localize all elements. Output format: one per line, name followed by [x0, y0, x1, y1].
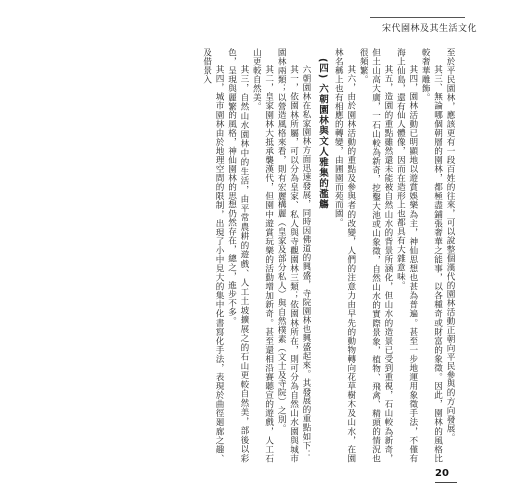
page-number: 20 — [435, 468, 449, 479]
footer-rule — [435, 482, 457, 483]
paragraph: 其五，造園的重點雖然還未能被自然山水的背景所涵化，但山水的造景已受到重視，石山較為新奇，但土山高大廣，一石山較為新奇，挖鑿大池或山象徵，自然山水的實際景象，植物、飛禽、精頭的情況也很頻繁。 — [358, 48, 393, 463]
paragraph: 其四，城市園林由於地理空間的限制，出現了小中見大的集中化書寫化手法，表現於曲徑廻廊之趣、及借景入 — [201, 48, 225, 463]
paragraph: 其二，皇家園林大抵承襲漢代，但園中遊賞玩樂的活動增加新奇。甚至還相沿賽聽宣的遊戲，人工石山更較自然美。 — [251, 48, 274, 463]
paragraph: 其四，園林活動已明顯地以遊賞娛樂為主，神仙思想也甚為普遍。甚至一步地運用象徵手法，不僅有海上仙島，還有仙人體像，因而在造形上也都具有大雜意味。 — [395, 48, 418, 463]
section-heading: (四) 六朝園林與文人雅集的濫觴 — [316, 58, 328, 210]
paragraph: 至於平民園林，應該更有一段百姓的往來，可以說整個漢代的園林活動正朝向平民參與的方向發展。 — [445, 48, 455, 442]
running-header: 宋代園林及其生活文化 — [382, 24, 478, 34]
paragraph: 其三、無論哪個朝層的園林，都極盡鋪張奢華之能事，以各種奇或財富的象徵。因此，園林的風格比較奢華雕飾。 — [420, 48, 443, 463]
vertical-text-body — [100, 48, 456, 463]
paragraph: 六朝園林在私家園林方面迅速發展，同時因佛道的興盛，寺院園林也興盛起來。其發展的重點如下： — [300, 65, 311, 459]
paragraph: 其三，自然山水園林中的生活，由平常農耕的遊戲、人工土坡擴展之的石山更較自然美，部後以彩色，呈現與麗繁的風格，神仙園林的思想仍然存在，總之，進步不多。 — [226, 48, 249, 463]
paragraph: 其六，由於園林活動的重點及參與者的改變，人們的注意力由早先的動物轉向花草樹木及山水，在園林名稱上也有相應的轉變，由圃園而苑而園。 — [333, 48, 356, 463]
header-rule — [370, 17, 465, 18]
paragraph: 其一，依園林所屬，可以分為皇家、私人與寺觀園林三類；依園林所在，則可分為自然山水園與城市園林兩類；以營造風格來看，則有宏麗構麗（皇家及部分私人）與自然樸素（文士及寺院）之別。 — [276, 48, 299, 463]
